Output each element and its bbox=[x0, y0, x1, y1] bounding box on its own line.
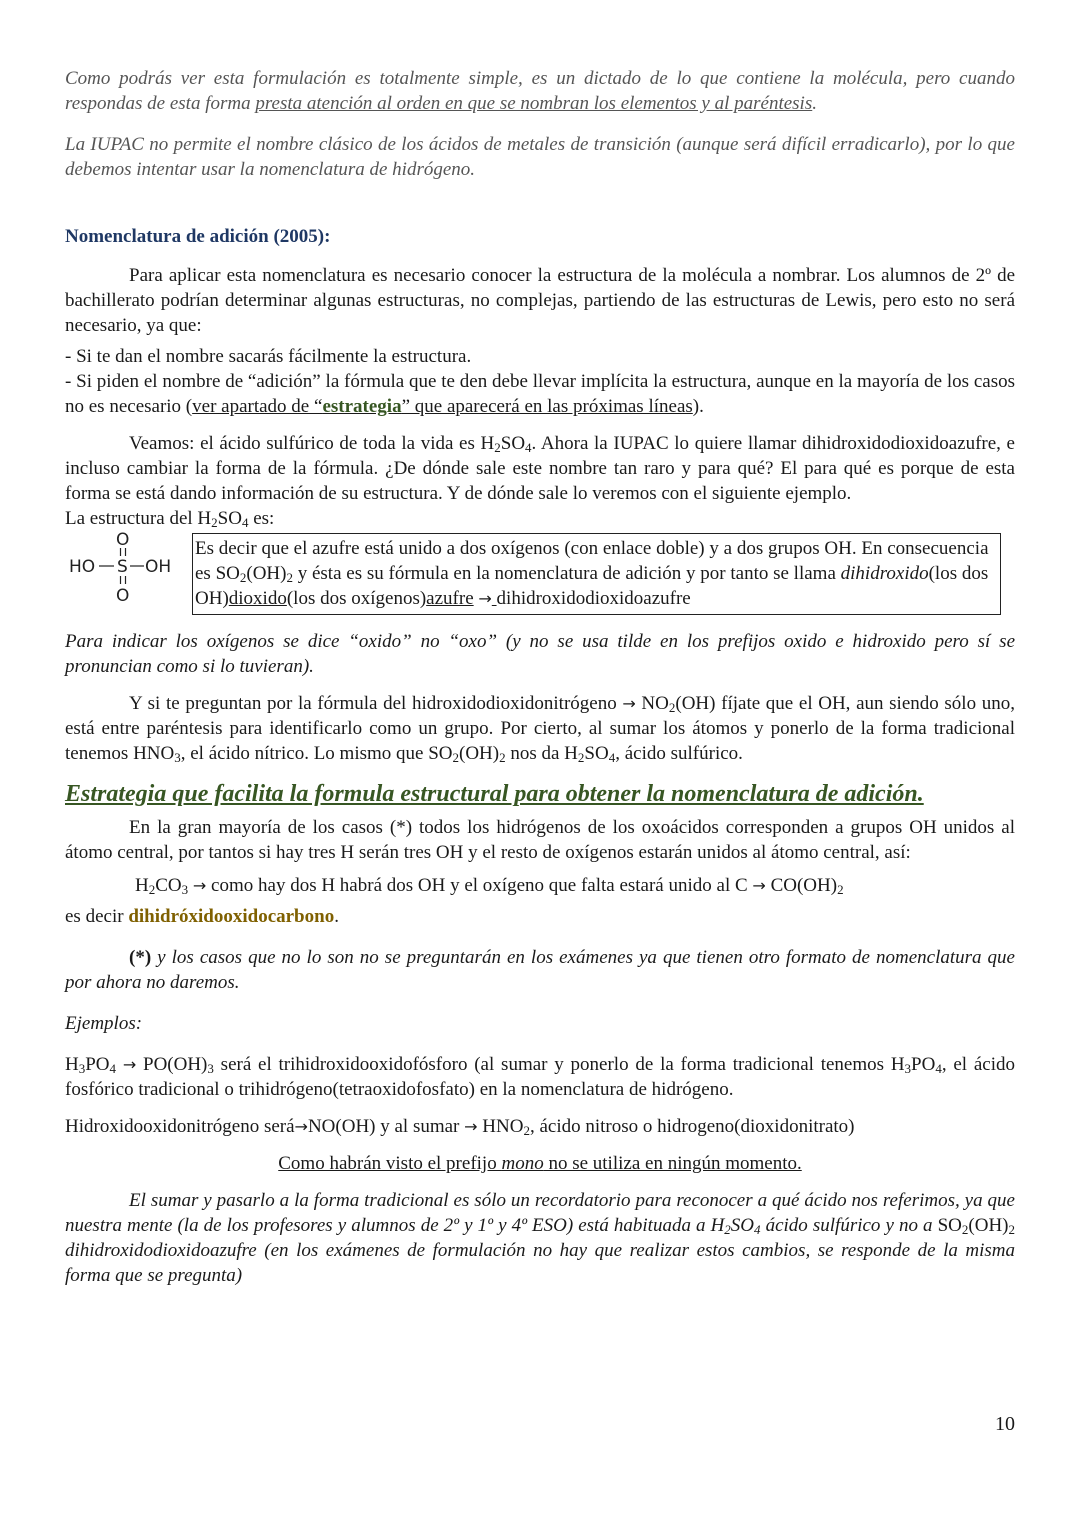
paragraph-estructura: La estructura del $H_2SO_4$ es: bbox=[65, 508, 275, 530]
list-item-1: - Si te dan el nombre sacarás fácilmente la estructura. bbox=[65, 346, 472, 367]
arrow-icon: → bbox=[752, 876, 766, 895]
paragraph-es-decir: es decir dihidróxidooxidocarbono. bbox=[65, 906, 339, 927]
arrow-icon: → bbox=[192, 876, 207, 895]
examples-label: Ejemplos: bbox=[65, 1013, 143, 1034]
arrow-icon: → bbox=[464, 1117, 478, 1136]
page-number: 10 bbox=[995, 1413, 1015, 1435]
paragraph-mayoria: En la gran mayoría de los casos (*) todos los hidrógenos de los oxoácidos corresponden a grupos OH unidos al átomo central, por tantos si hay tres H serán tres OH y el resto de oxígenos estarán unidos al átomo central, así: bbox=[65, 817, 1015, 863]
hydroxyl-left-label: HO bbox=[69, 557, 96, 577]
example-hno2: Hidroxidooxidonitrógeno será→NO(OH) y al sumar → $HNO_2$, ácido nitroso o hidrogeno(dioxidonitrato) bbox=[65, 1116, 855, 1138]
oxygen-top-label: O bbox=[116, 531, 130, 550]
hydroxyl-right-label: OH bbox=[145, 557, 172, 577]
paragraph-nitrico: Y si te preguntan por la fórmula del hidroxidodioxidonitrógeno → $NO_2(OH)$ fíjate que el OH, aun siendo sólo uno, está entre paréntesis para identificarlo como un grupo. Por cierto, al sumar los átomos y ponerlo de la forma tradicional tenemos $HNO_3$, el ácido nítrico. Lo mismo que $SO_2(OH)_2$ nos da $H_2SO_4$, ácido sulfúrico. bbox=[65, 693, 1015, 765]
paragraph-aplicar: Para aplicar esta nomenclatura es necesario conocer la estructura de la molécula a nombrar. Los alumnos de 2º de bachillerato podrían determinar algunas estructuras, no complejas, partiendo de las estructuras de Lewis, pero esto no será necesario, ya que: bbox=[65, 265, 1015, 336]
explanation-box: Es decir que el azufre está unido a dos oxígenos (con enlace doble) y a dos grupos OH. En consecuencia es $SO_2(OH)_2$ y ésta es su fórmula en la nomenclatura de adición y por tanto se llama dihidroxido(los dos OH)dioxido(los dos oxígenos)azufre → dihidroxidodioxidoazufre bbox=[192, 533, 1001, 615]
arrow-icon: → bbox=[122, 1055, 137, 1074]
list-item-2: - Si piden el nombre de “adición” la fórmula que te den debe llevar implícita la estructura, aunque en la mayoría de los casos no es necesario (ver apartado de “estrategia” que aparecerá en las próximas líneas). bbox=[65, 371, 1015, 417]
structure-row bbox=[65, 531, 1015, 615]
paragraph-oxido-note: Para indicar los oxígenos se dice “oxido” no “oxo” (y no se usa tilde en los prefijos oxido e hidroxido pero sí se pronuncian como si lo tuvieran). bbox=[65, 631, 1015, 677]
oxygen-bottom-label: O bbox=[116, 586, 130, 606]
paragraph-intro: Como podrás ver esta formulación es totalmente simple, es un dictado de lo que contiene la molécula, pero cuando respondas de esta forma presta atención al orden en que se nombran los elementos y al paréntesis. bbox=[65, 68, 1015, 114]
paragraph-iupac: La IUPAC no permite el nombre clásico de los ácidos de metales de transición (aunque será difícil erradicarlo), por lo que debemos intentar usar la nomenclatura de hidrógeno. bbox=[65, 134, 1015, 180]
paragraph-asterisk-note: (*) y los casos que no lo son no se preguntarán en los exámenes ya que tienen otro formato de nomenclatura que por ahora no daremos. bbox=[65, 947, 1015, 993]
sulfuric-acid-structure bbox=[65, 531, 185, 615]
arrow-icon: → bbox=[478, 589, 492, 608]
arrow-icon: → bbox=[622, 694, 636, 713]
estrategia-link: estrategia bbox=[322, 396, 402, 417]
paragraph-veamos: Veamos: el ácido sulfúrico de toda la vida es $H_2SO_4$. Ahora la IUPAC lo quiere llamar dihidroxidodioxidoazufre, e incluso cambiar la forma de la fórmula. ¿De dónde sale este nombre tan raro y para qué? El para qué es porque de esta forma se está dando información de su estructura. Y de dónde sale lo veremos con el siguiente ejemplo. bbox=[65, 433, 1015, 504]
paragraph-recordatorio: El sumar y pasarlo a la forma tradicional es sólo un recordatorio para reconocer a qué ácido nos referimos, ya que nuestra mente (la de los profesores y alumnos de 2º y 1º y 4º ESO) está habituada a $H_2SO_4$ ácido sulfúrico y no a $SO_2(OH)_2$ dihidroxidodioxidoazufre (en los exámenes de formulación no hay que realizar estos cambios, se responde de la misma forma que se pregunta) bbox=[65, 1190, 1015, 1286]
example-h3po4: $H_3PO_4 \to PO(OH)_3$ será el trihidroxidooxidofósforo (al sumar y ponerlo de la forma tradicional tenemos $H_3PO_4$, el ácido fosfórico tradicional o trihidrógeno(tetraoxidofosfato) en la nomenclatura de hidrógeno. bbox=[65, 1054, 1016, 1100]
section-heading-adicion: Nomenclatura de adición (2005): bbox=[65, 226, 331, 247]
mono-prefix-note: Como habrán visto el prefijo mono no se utiliza en ningún momento. bbox=[278, 1153, 802, 1174]
highlighted-name: dihidróxidooxidocarbono bbox=[128, 906, 335, 927]
sulfur-label: S bbox=[117, 557, 128, 577]
example-h2co3: $H_2CO_3$ → como hay dos H habrá dos OH y el oxígeno que falta estará unido al $C \to CO(OH)_2$ bbox=[135, 875, 844, 897]
page-content bbox=[65, 66, 1015, 1288]
arrow-icon: → bbox=[294, 1117, 308, 1136]
section-heading-estrategia: Estrategia que facilita la formula estructural para obtener la nomenclatura de adición. bbox=[65, 781, 924, 807]
underlined-emphasis: presta atención al orden en que se nombran los elementos y al paréntesis bbox=[255, 93, 813, 114]
